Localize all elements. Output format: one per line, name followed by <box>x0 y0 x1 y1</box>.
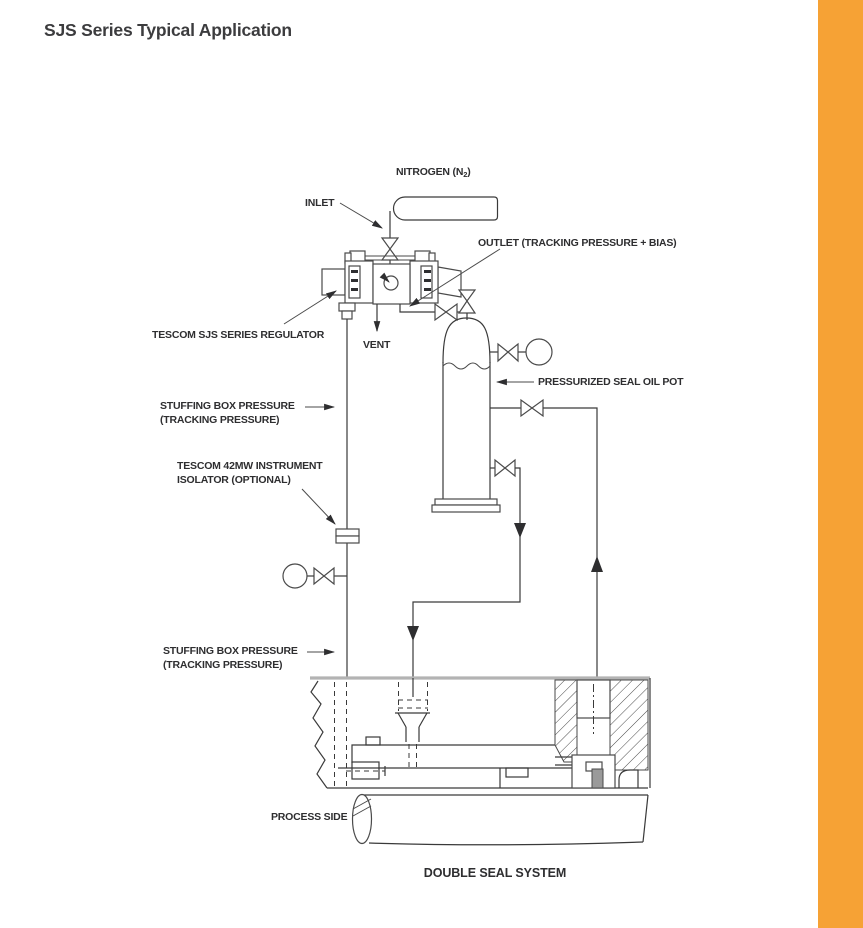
supply-line <box>407 460 526 677</box>
pot-gauge-branch <box>490 339 552 365</box>
label-isolator: TESCOM 42MW INSTRUMENT ISOLATOR (OPTIONAL) <box>177 460 323 486</box>
down-flow-arrow-icon <box>407 626 419 641</box>
page-title: SJS Series Typical Application <box>44 20 292 40</box>
label-seal-oil-pot: PRESSURIZED SEAL OIL POT <box>538 376 684 388</box>
nitrogen-cylinder-icon <box>390 197 498 238</box>
down-flow-arrow-icon <box>514 523 526 538</box>
regulator-leader-line <box>284 291 336 324</box>
label-stuffing-box-2: STUFFING BOX PRESSURE (TRACKING PRESSURE) <box>163 645 298 671</box>
seal-port <box>395 678 430 767</box>
shaft-cylinder-icon <box>353 795 649 845</box>
tracking-pressure-line <box>283 319 359 677</box>
label-process-side: PROCESS SIDE <box>271 811 348 823</box>
gauge-icon <box>526 339 552 365</box>
up-flow-arrow-icon <box>591 556 603 572</box>
outlet-valve-icon <box>435 304 457 320</box>
inlet-leader-line <box>340 203 382 228</box>
label-regulator: TESCOM SJS SERIES REGULATOR <box>152 329 325 341</box>
pot-gauge-valve-icon <box>498 344 518 361</box>
tracking-gauge-valve-icon <box>314 568 334 584</box>
supply-valve-icon <box>495 460 515 476</box>
seal-oil-pot-icon <box>432 318 500 512</box>
isolator-leader-line <box>302 489 335 524</box>
instrument-isolator-icon <box>336 529 359 536</box>
label-outlet: OUTLET (TRACKING PRESSURE + BIAS) <box>478 237 677 249</box>
seal-housing <box>310 678 650 788</box>
label-vent: VENT <box>363 339 391 351</box>
pot-base-flange <box>435 499 497 505</box>
diagram-caption: DOUBLE SEAL SYSTEM <box>423 866 567 880</box>
inlet-valve-icon <box>382 238 398 266</box>
accent-sidebar <box>818 0 863 928</box>
label-stuffing-box-1: STUFFING BOX PRESSURE (TRACKING PRESSURE) <box>160 400 295 426</box>
label-inlet: INLET <box>305 197 335 209</box>
gauge-icon <box>283 564 307 588</box>
hatched-gland-block <box>555 680 648 788</box>
return-valve-icon <box>521 400 543 416</box>
label-nitrogen: NITROGEN $(N_2)$ <box>396 166 471 179</box>
return-line <box>490 400 603 677</box>
seal-pin <box>592 769 603 788</box>
liquid-level-wave <box>443 363 490 369</box>
housing-broken-edge <box>311 681 327 788</box>
